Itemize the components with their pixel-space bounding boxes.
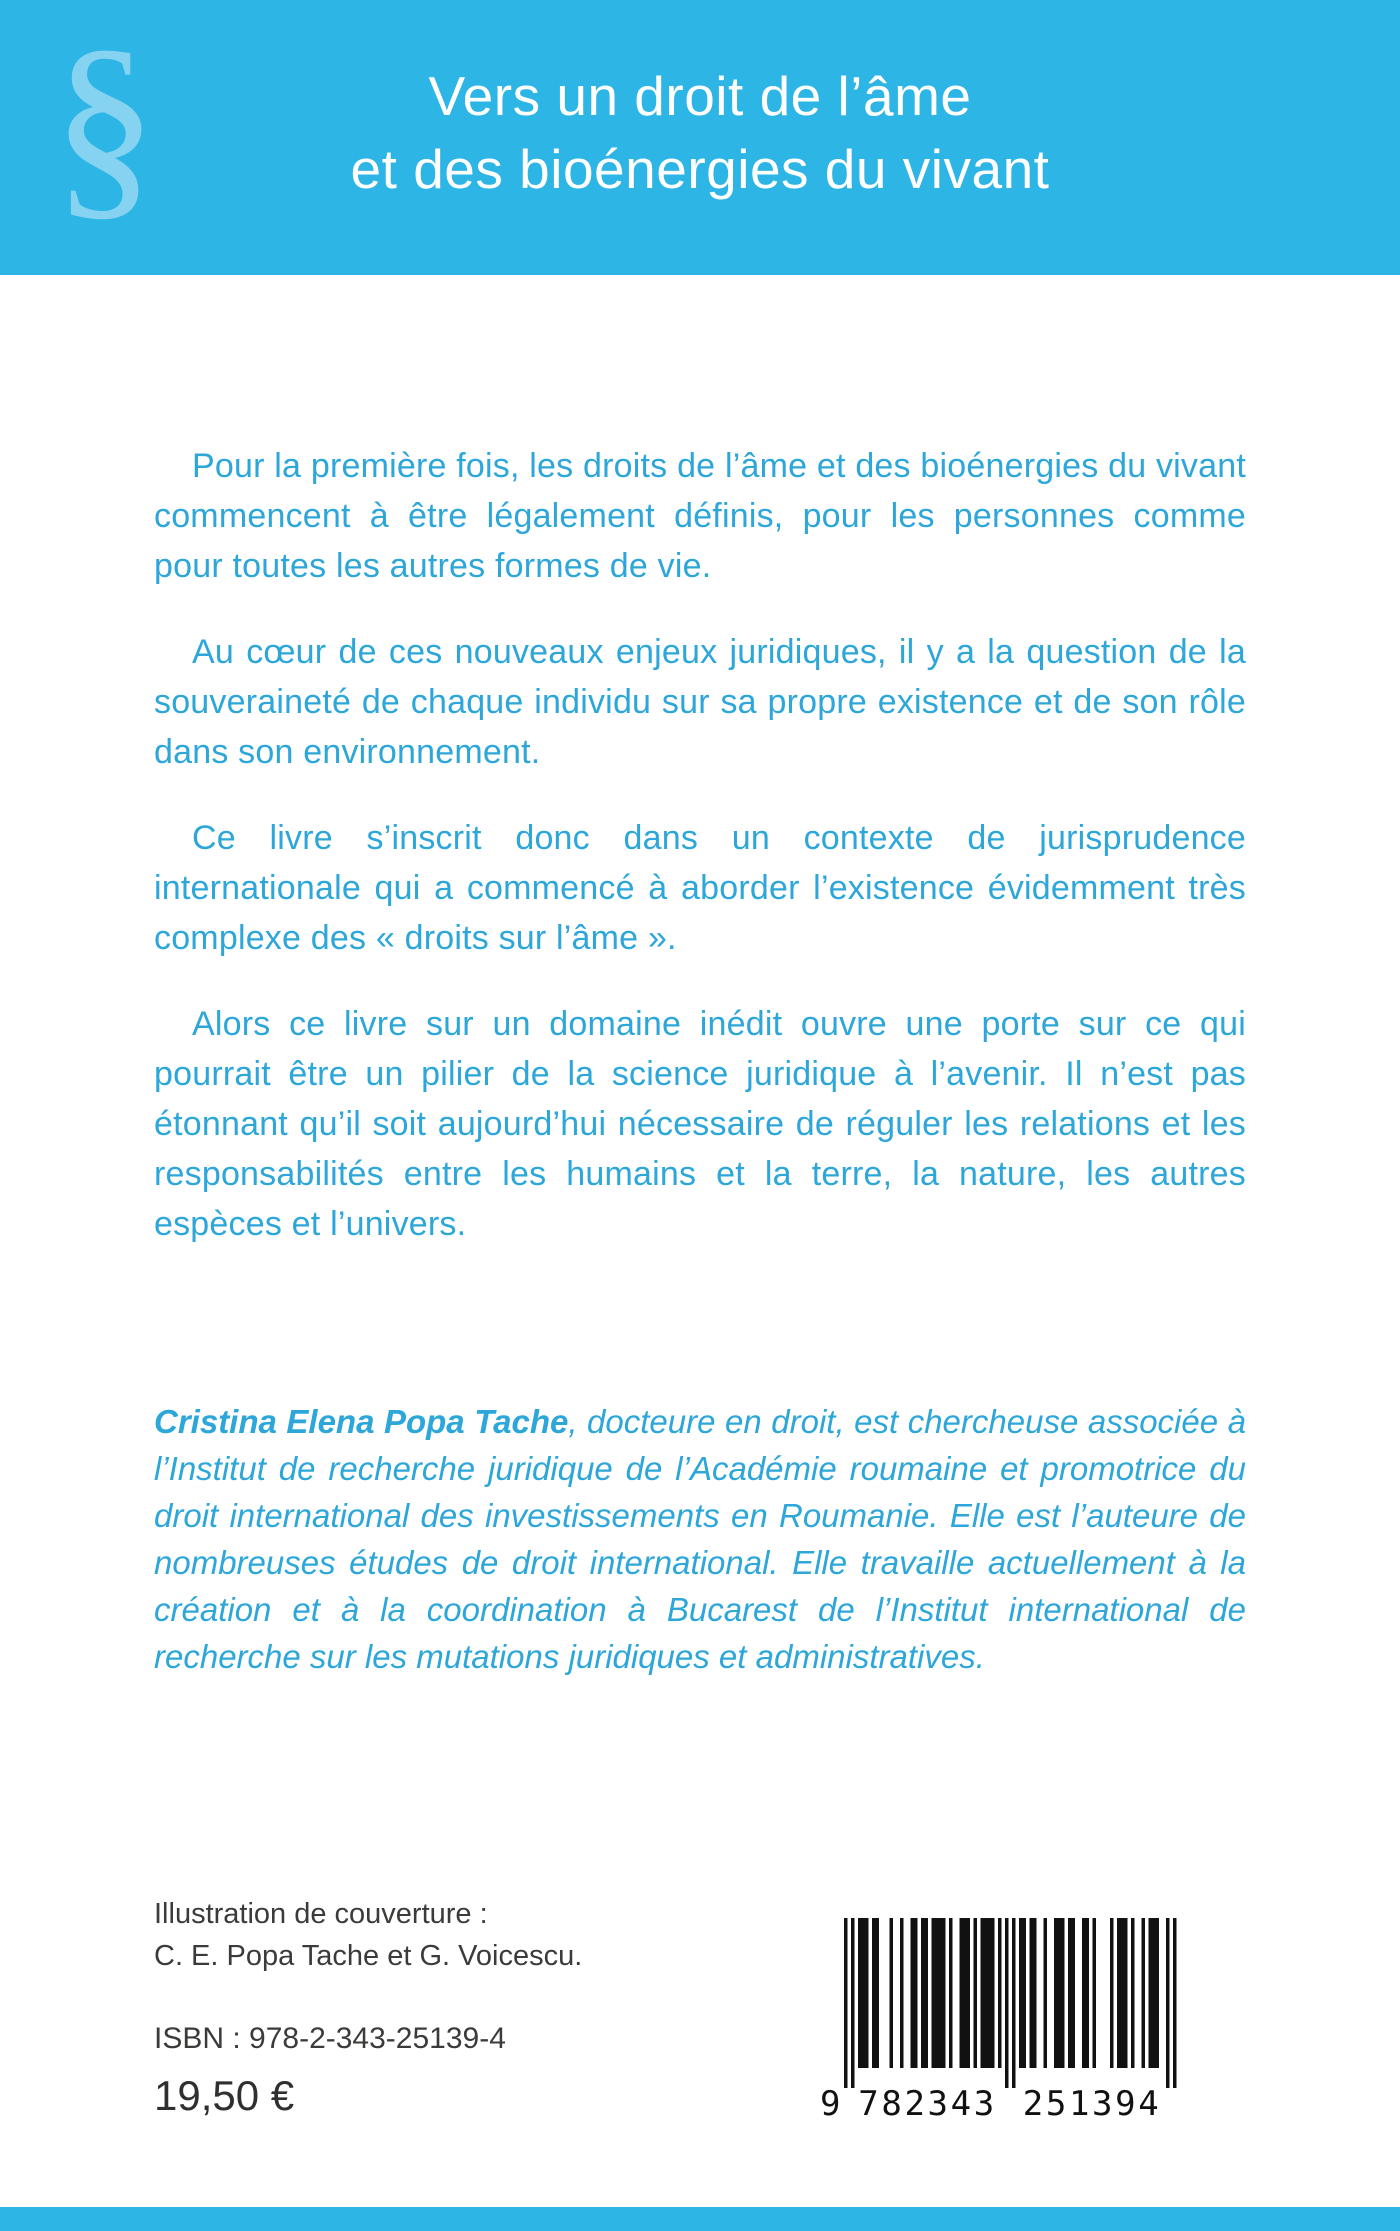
synopsis-paragraph-2: Au cœur de ces nouveaux enjeux juridiques, il y a la question de la souveraineté de chaque individu sur sa propre existence et de son rôle dans son environnement.	[154, 633, 1246, 771]
author-name: Cristina Elena Popa Tache	[154, 1403, 569, 1440]
svg-text:251394: 251394	[1022, 2084, 1159, 2118]
isbn-text: ISBN : 978-2-343-25139-4	[154, 2022, 506, 2055]
back-cover-text	[154, 275, 1246, 1680]
author-bio	[154, 1398, 1246, 1680]
synopsis-paragraph-1: Pour la première fois, les droits de l’âme et des bioénergies du vivant commencent à être légalement définis, pour les personnes comme pour toutes les autres formes de vie.	[154, 447, 1246, 585]
book-title-line2: et des bioénergies du vivant	[350, 137, 1050, 200]
barcode-svg	[820, 1918, 1180, 2118]
price-text: 19,50 €	[154, 2072, 295, 2119]
synopsis-paragraph-3: Ce livre s’inscrit donc dans un contexte de jurisprudence internationale qui a commencé à aborder l’existence évidemment très complexe des « droits sur l’âme ».	[154, 819, 1246, 957]
svg-text:9: 9	[820, 2084, 841, 2118]
cover-illustration-credit	[154, 1893, 582, 1977]
synopsis-paragraph-4: Alors ce livre sur un domaine inédit ouvre une porte sur ce qui pourrait être un pilier de la science juridique à l’avenir. Il n’est pas étonnant qu’il soit aujourd’hui nécessaire de réguler les relations et les responsabilités entre les humains et la terre, la nature, les autres espèces et l’univers.	[154, 1005, 1246, 1243]
credit-line2: C. E. Popa Tache et G. Voicescu.	[154, 1940, 583, 1972]
title-band	[0, 0, 1400, 275]
book-title-line1: Vers un droit de l’âme	[428, 65, 972, 127]
bottom-band	[0, 2207, 1400, 2231]
book-title	[0, 60, 1400, 205]
credit-line1: Illustration de couverture :	[154, 1898, 488, 1930]
svg-text:782343: 782343	[858, 2084, 995, 2118]
barcode	[820, 1918, 1180, 2118]
section-symbol-icon: §	[52, 7, 157, 239]
author-bio-text: , docteure en droit, est chercheuse associée à l’Institut de recherche juridique de l’Académie roumaine et promotrice du droit international des investissements en Roumanie. Elle est l’auteure de nombreuses études de droit international. Elle travaille actuellement à la création et à la coordination à Bucarest de l’Institut international de recherche sur les mutations juridiques et administratives.	[154, 1403, 1246, 1675]
